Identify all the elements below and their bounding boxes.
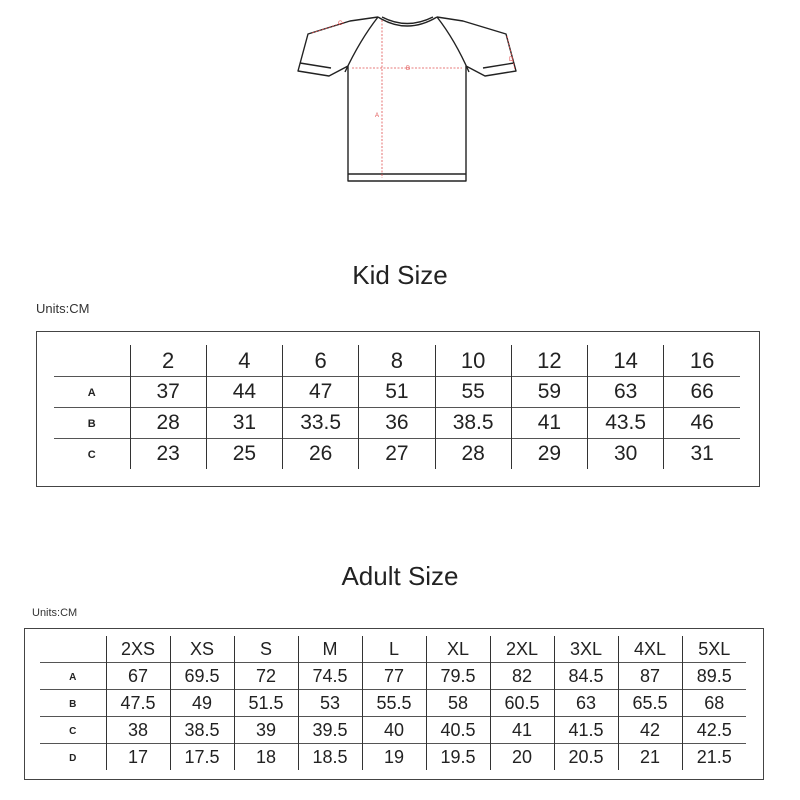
adult-size-header: XS bbox=[170, 636, 234, 663]
table-cell: 58 bbox=[426, 690, 490, 717]
table-cell: 79.5 bbox=[426, 663, 490, 690]
table-cell: 20.5 bbox=[554, 744, 618, 771]
table-cell: 84.5 bbox=[554, 663, 618, 690]
adult-size-header: M bbox=[298, 636, 362, 663]
table-cell: 46 bbox=[664, 408, 740, 439]
table-cell: 40.5 bbox=[426, 717, 490, 744]
table-cell: 19 bbox=[362, 744, 426, 771]
table-cell: 18.5 bbox=[298, 744, 362, 771]
table-cell: 49 bbox=[170, 690, 234, 717]
kid-header-row bbox=[54, 345, 740, 377]
table-cell: 30 bbox=[588, 439, 664, 470]
table-cell: 39.5 bbox=[298, 717, 362, 744]
table-cell: 38.5 bbox=[435, 408, 511, 439]
adult-units-label: Units:CM bbox=[32, 607, 78, 619]
kid-size-header: 4 bbox=[206, 345, 282, 377]
adult-size-header: 2XS bbox=[106, 636, 170, 663]
table-cell: 51 bbox=[359, 377, 435, 408]
table-cell: 17.5 bbox=[170, 744, 234, 771]
table-cell: 41 bbox=[511, 408, 587, 439]
table-cell: 39 bbox=[234, 717, 298, 744]
adult-size-header: 4XL bbox=[618, 636, 682, 663]
table-row bbox=[40, 717, 746, 744]
table-cell: 28 bbox=[435, 439, 511, 470]
table-cell: 21 bbox=[618, 744, 682, 771]
table-cell: 59 bbox=[511, 377, 587, 408]
kid-size-header: 16 bbox=[664, 345, 740, 377]
adult-header-row bbox=[40, 636, 746, 663]
diagram-label-d: D bbox=[509, 57, 514, 63]
table-cell: 55 bbox=[435, 377, 511, 408]
kid-size-table bbox=[54, 345, 740, 469]
table-row bbox=[54, 377, 740, 408]
table-row bbox=[54, 408, 740, 439]
adult-size-header: 2XL bbox=[490, 636, 554, 663]
row-label: D bbox=[40, 744, 106, 771]
table-cell: 51.5 bbox=[234, 690, 298, 717]
table-cell: 77 bbox=[362, 663, 426, 690]
table-cell: 67 bbox=[106, 663, 170, 690]
table-cell: 55.5 bbox=[362, 690, 426, 717]
row-label: A bbox=[40, 663, 106, 690]
kid-size-header: 6 bbox=[283, 345, 359, 377]
row-label: C bbox=[40, 717, 106, 744]
table-cell: 60.5 bbox=[490, 690, 554, 717]
kid-size-header: 14 bbox=[588, 345, 664, 377]
table-cell: 19.5 bbox=[426, 744, 490, 771]
adult-size-table bbox=[40, 636, 746, 770]
row-label: A bbox=[54, 377, 130, 408]
table-cell: 41 bbox=[490, 717, 554, 744]
table-cell: 27 bbox=[359, 439, 435, 470]
table-cell: 31 bbox=[664, 439, 740, 470]
table-row bbox=[40, 744, 746, 771]
table-cell: 66 bbox=[664, 377, 740, 408]
kid-units-label: Units:CM bbox=[36, 301, 90, 316]
kid-size-header: 2 bbox=[130, 345, 206, 377]
table-cell: 68 bbox=[682, 690, 746, 717]
table-cell: 44 bbox=[206, 377, 282, 408]
adult-size-header: 5XL bbox=[682, 636, 746, 663]
table-cell: 72 bbox=[234, 663, 298, 690]
row-label: B bbox=[40, 690, 106, 717]
table-cell: 33.5 bbox=[283, 408, 359, 439]
table-cell: 21.5 bbox=[682, 744, 746, 771]
table-cell: 41.5 bbox=[554, 717, 618, 744]
table-cell: 37 bbox=[130, 377, 206, 408]
table-cell: 53 bbox=[298, 690, 362, 717]
table-cell: 89.5 bbox=[682, 663, 746, 690]
kid-size-title: Kid Size bbox=[352, 260, 448, 290]
table-cell: 17 bbox=[106, 744, 170, 771]
corner-cell bbox=[54, 345, 130, 377]
kid-size-header: 8 bbox=[359, 345, 435, 377]
table-cell: 69.5 bbox=[170, 663, 234, 690]
table-cell: 38 bbox=[106, 717, 170, 744]
corner-cell bbox=[40, 636, 106, 663]
table-cell: 25 bbox=[206, 439, 282, 470]
table-cell: 18 bbox=[234, 744, 298, 771]
row-label: C bbox=[54, 439, 130, 470]
kid-size-header: 12 bbox=[511, 345, 587, 377]
table-row bbox=[40, 663, 746, 690]
kid-size-header: 10 bbox=[435, 345, 511, 377]
table-cell: 31 bbox=[206, 408, 282, 439]
table-cell: 63 bbox=[588, 377, 664, 408]
table-cell: 29 bbox=[511, 439, 587, 470]
adult-size-title: Adult Size bbox=[341, 561, 459, 591]
table-cell: 26 bbox=[283, 439, 359, 470]
table-cell: 38.5 bbox=[170, 717, 234, 744]
table-cell: 36 bbox=[359, 408, 435, 439]
table-cell: 40 bbox=[362, 717, 426, 744]
adult-size-header: S bbox=[234, 636, 298, 663]
table-cell: 23 bbox=[130, 439, 206, 470]
table-cell: 43.5 bbox=[588, 408, 664, 439]
table-cell: 47 bbox=[283, 377, 359, 408]
table-cell: 63 bbox=[554, 690, 618, 717]
table-cell: 87 bbox=[618, 663, 682, 690]
diagram-label-c: C bbox=[338, 21, 343, 27]
table-cell: 28 bbox=[130, 408, 206, 439]
table-cell: 20 bbox=[490, 744, 554, 771]
table-cell: 47.5 bbox=[106, 690, 170, 717]
row-label: B bbox=[54, 408, 130, 439]
table-cell: 82 bbox=[490, 663, 554, 690]
table-cell: 74.5 bbox=[298, 663, 362, 690]
table-cell: 65.5 bbox=[618, 690, 682, 717]
table-row bbox=[54, 439, 740, 470]
adult-size-header: L bbox=[362, 636, 426, 663]
tshirt-diagram bbox=[295, 10, 525, 188]
adult-size-header: 3XL bbox=[554, 636, 618, 663]
table-row bbox=[40, 690, 746, 717]
table-cell: 42 bbox=[618, 717, 682, 744]
diagram-label-a: A bbox=[375, 113, 380, 119]
adult-size-header: XL bbox=[426, 636, 490, 663]
table-cell: 42.5 bbox=[682, 717, 746, 744]
diagram-label-b: B bbox=[406, 66, 411, 72]
